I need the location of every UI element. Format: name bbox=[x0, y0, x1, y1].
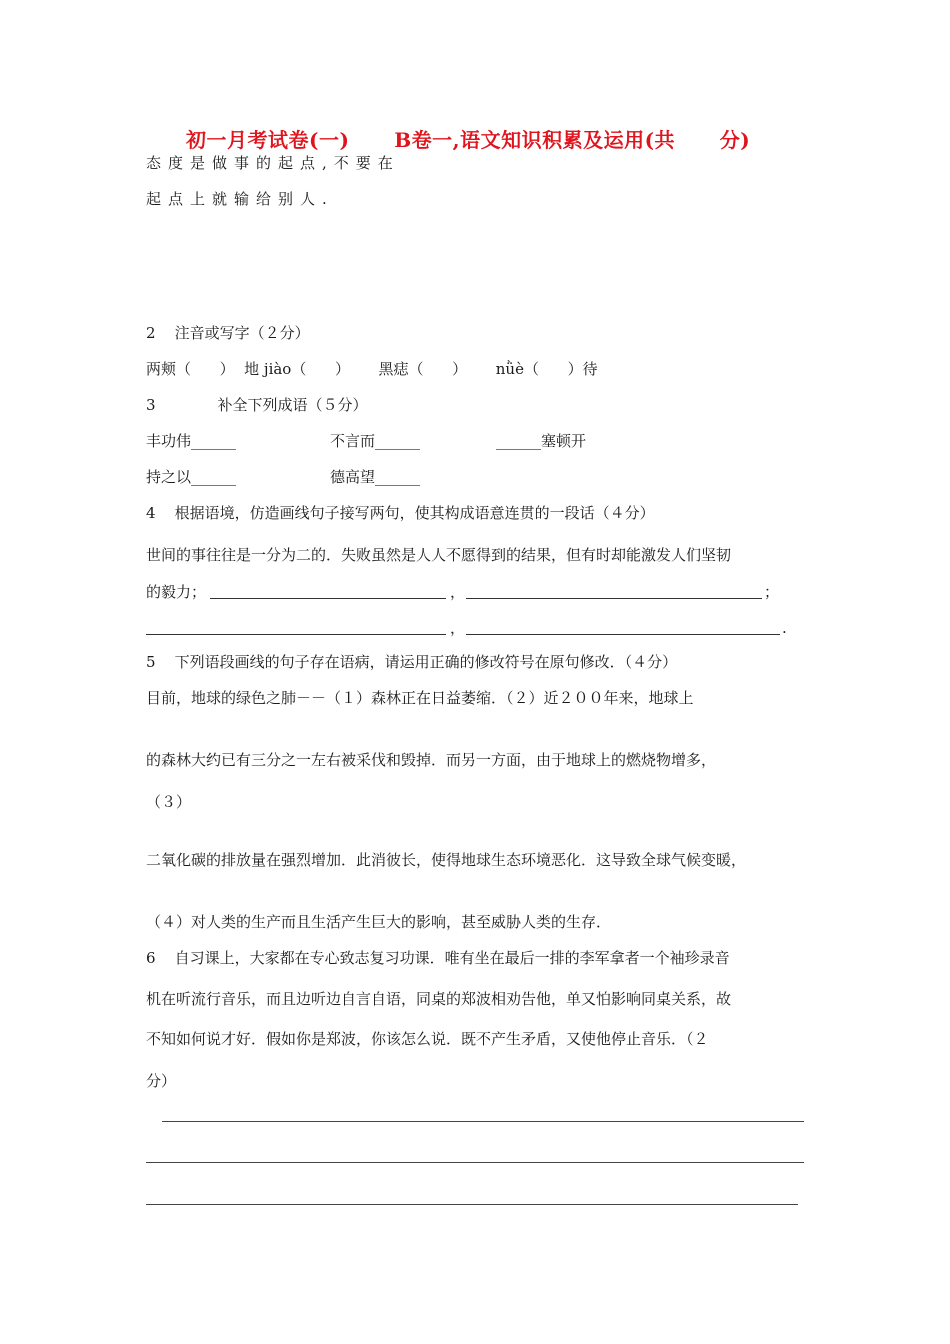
q5-paragraph-3: （３） bbox=[146, 793, 192, 811]
answer-line-1[interactable] bbox=[162, 1121, 804, 1122]
q4-text-1: 世间的事往往是一分为二的．失败虽然是人人不愿得到的结果，但有时却能激发人们坚韧 bbox=[146, 546, 732, 564]
q6-paragraph-4: 分） bbox=[146, 1072, 177, 1090]
answer-blank-3[interactable] bbox=[146, 634, 446, 635]
q2-heading: 2 注音或写字（２分） bbox=[146, 324, 310, 342]
semicolon: ； bbox=[764, 583, 780, 601]
q4-text-2-prefix: 的毅力； bbox=[146, 583, 207, 601]
q5-paragraph-5: （４）对人类的生产而且生活产生巨大的影响，甚至威胁人类的生存． bbox=[146, 913, 612, 931]
answer-line-2[interactable] bbox=[146, 1162, 804, 1163]
idiom-blank-2[interactable]: 不言而______ bbox=[330, 432, 421, 450]
q5-paragraph-1: 目前，地球的绿色之肺－－（１）森林正在日益萎缩．（２）近２００年来，地球上 bbox=[146, 689, 694, 707]
comma-2: ， bbox=[450, 619, 466, 637]
q6-paragraph-2: 机在听流行音乐，而且边听边自言自语，同桌的郑波相劝告他，单又怕影响同桌关系，故 bbox=[146, 990, 732, 1008]
q5-paragraph-4: 二氧化碳的排放量在强烈增加．此消彼长，使得地球生态环境恶化．这导致全球气候变暖， bbox=[146, 851, 747, 869]
comma-1: ， bbox=[450, 583, 466, 601]
answer-blank-4[interactable] bbox=[466, 634, 780, 635]
q4-heading: 4 根据语境，仿造画线句子接写两句，使其构成语意连贯的一段话（４分） bbox=[146, 504, 655, 522]
motto-line-2: 起点上就输给别人. bbox=[146, 190, 334, 208]
q6-paragraph-3: 不知如何说才好．假如你是郑波，你该怎么说．既不产生矛盾，又使他停止音乐．（２ bbox=[146, 1030, 709, 1048]
answer-blank-1[interactable] bbox=[210, 598, 446, 599]
q5-heading: 5 下列语段画线的句子存在语病，请运用正确的修改符号在原句修改．（４分） bbox=[146, 653, 678, 671]
answer-blank-2[interactable] bbox=[466, 598, 762, 599]
q3-heading: 3 补全下列成语（５分） bbox=[146, 396, 368, 414]
motto-line-1: 态度是做事的起点,不要在 bbox=[146, 154, 400, 172]
q2-items: 两颊（ ） 地 jiào（ ） 黑痣（ ） nǜè（ ）待 bbox=[146, 360, 598, 378]
period: . bbox=[782, 619, 787, 637]
answer-line-3[interactable] bbox=[146, 1204, 798, 1205]
idiom-blank-1[interactable]: 丰功伟______ bbox=[146, 432, 237, 450]
exam-title: 初一月考试卷(一) B卷一,语文知识积累及运用(共 分) bbox=[186, 128, 751, 152]
idiom-blank-5[interactable]: 德高望______ bbox=[330, 468, 421, 486]
idiom-blank-3[interactable]: ______塞顿开 bbox=[496, 432, 587, 450]
q6-paragraph-1: 6 自习课上，大家都在专心致志复习功课．唯有坐在最后一排的李军拿者一个袖珍录音 bbox=[146, 949, 730, 967]
q5-paragraph-2: 的森林大约已有三分之一左右被采伐和毁掉．而另一方面，由于地球上的燃烧物增多， bbox=[146, 751, 717, 769]
idiom-blank-4[interactable]: 持之以______ bbox=[146, 468, 237, 486]
